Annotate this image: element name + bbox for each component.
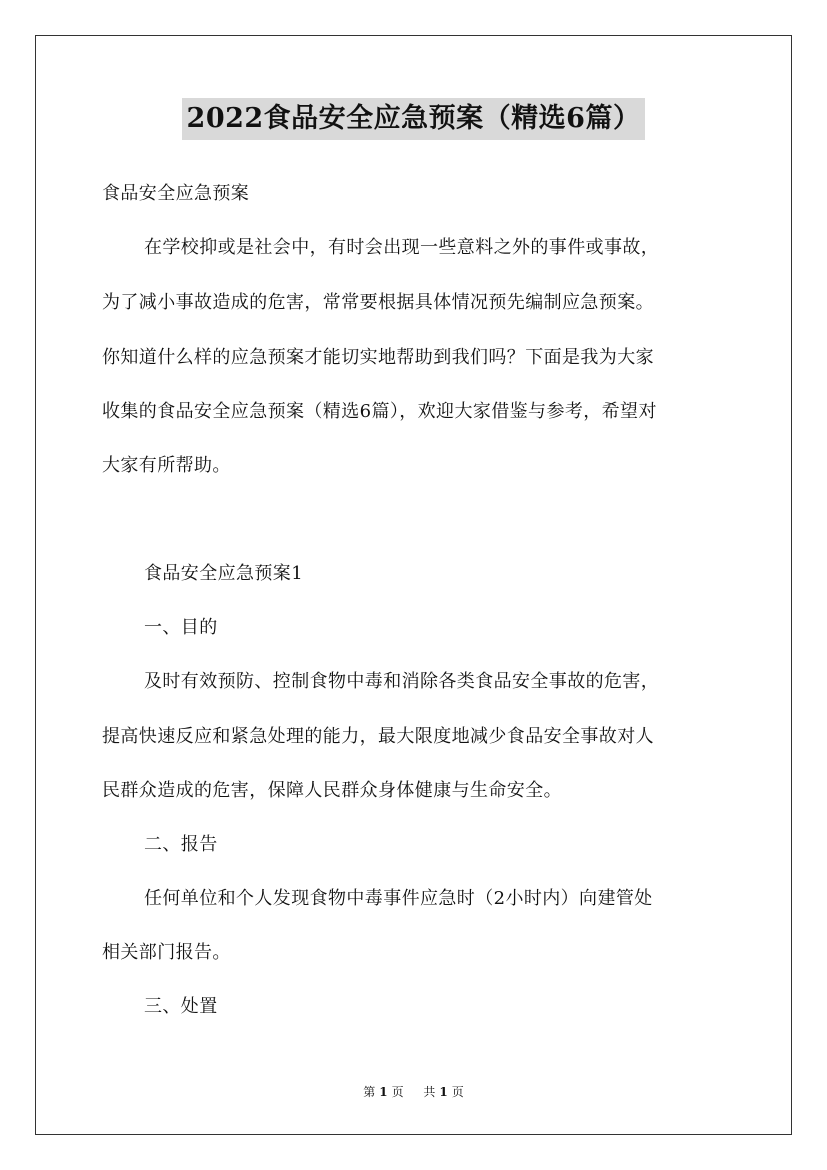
report-line: 相关部门报告。 [102,942,231,963]
section-title: 食品安全应急预案1 [144,563,304,584]
document-title: 2022食品安全应急预案（精选6篇） [182,98,646,140]
page-footer [0,1084,827,1100]
report-line: 任何单位和个人发现食物中毒事件应急时（2小时内）向建管处 [144,888,653,909]
part-heading-report: 二、报告 [144,834,218,855]
intro-line: 大家有所帮助。 [102,455,231,476]
part-heading-handling: 三、处置 [144,996,218,1017]
intro-line: 你知道什么样的应急预案才能切实地帮助到我们吗？下面是我为大家 [102,347,654,368]
title-container [0,98,827,140]
purpose-line: 提高快速反应和紧急处理的能力，最大限度地减少食品安全事故对人 [102,726,654,747]
page-total: 共 1 页 [423,1085,464,1099]
intro-line: 为了减小事故造成的危害，常常要根据具体情况预先编制应急预案。 [102,292,654,313]
intro-line: 在学校抑或是社会中，有时会出现一些意料之外的事件或事故， [144,237,660,258]
document-heading: 食品安全应急预案 [102,183,250,204]
purpose-line: 民群众造成的危害，保障人民群众身体健康与生命安全。 [102,780,562,801]
page-number: 第 1 页 [363,1085,404,1099]
purpose-line: 及时有效预防、控制食物中毒和消除各类食品安全事故的危害， [144,671,660,692]
part-heading-purpose: 一、目的 [144,617,218,638]
intro-line: 收集的食品安全应急预案（精选6篇），欢迎大家借鉴与参考，希望对 [102,401,657,422]
